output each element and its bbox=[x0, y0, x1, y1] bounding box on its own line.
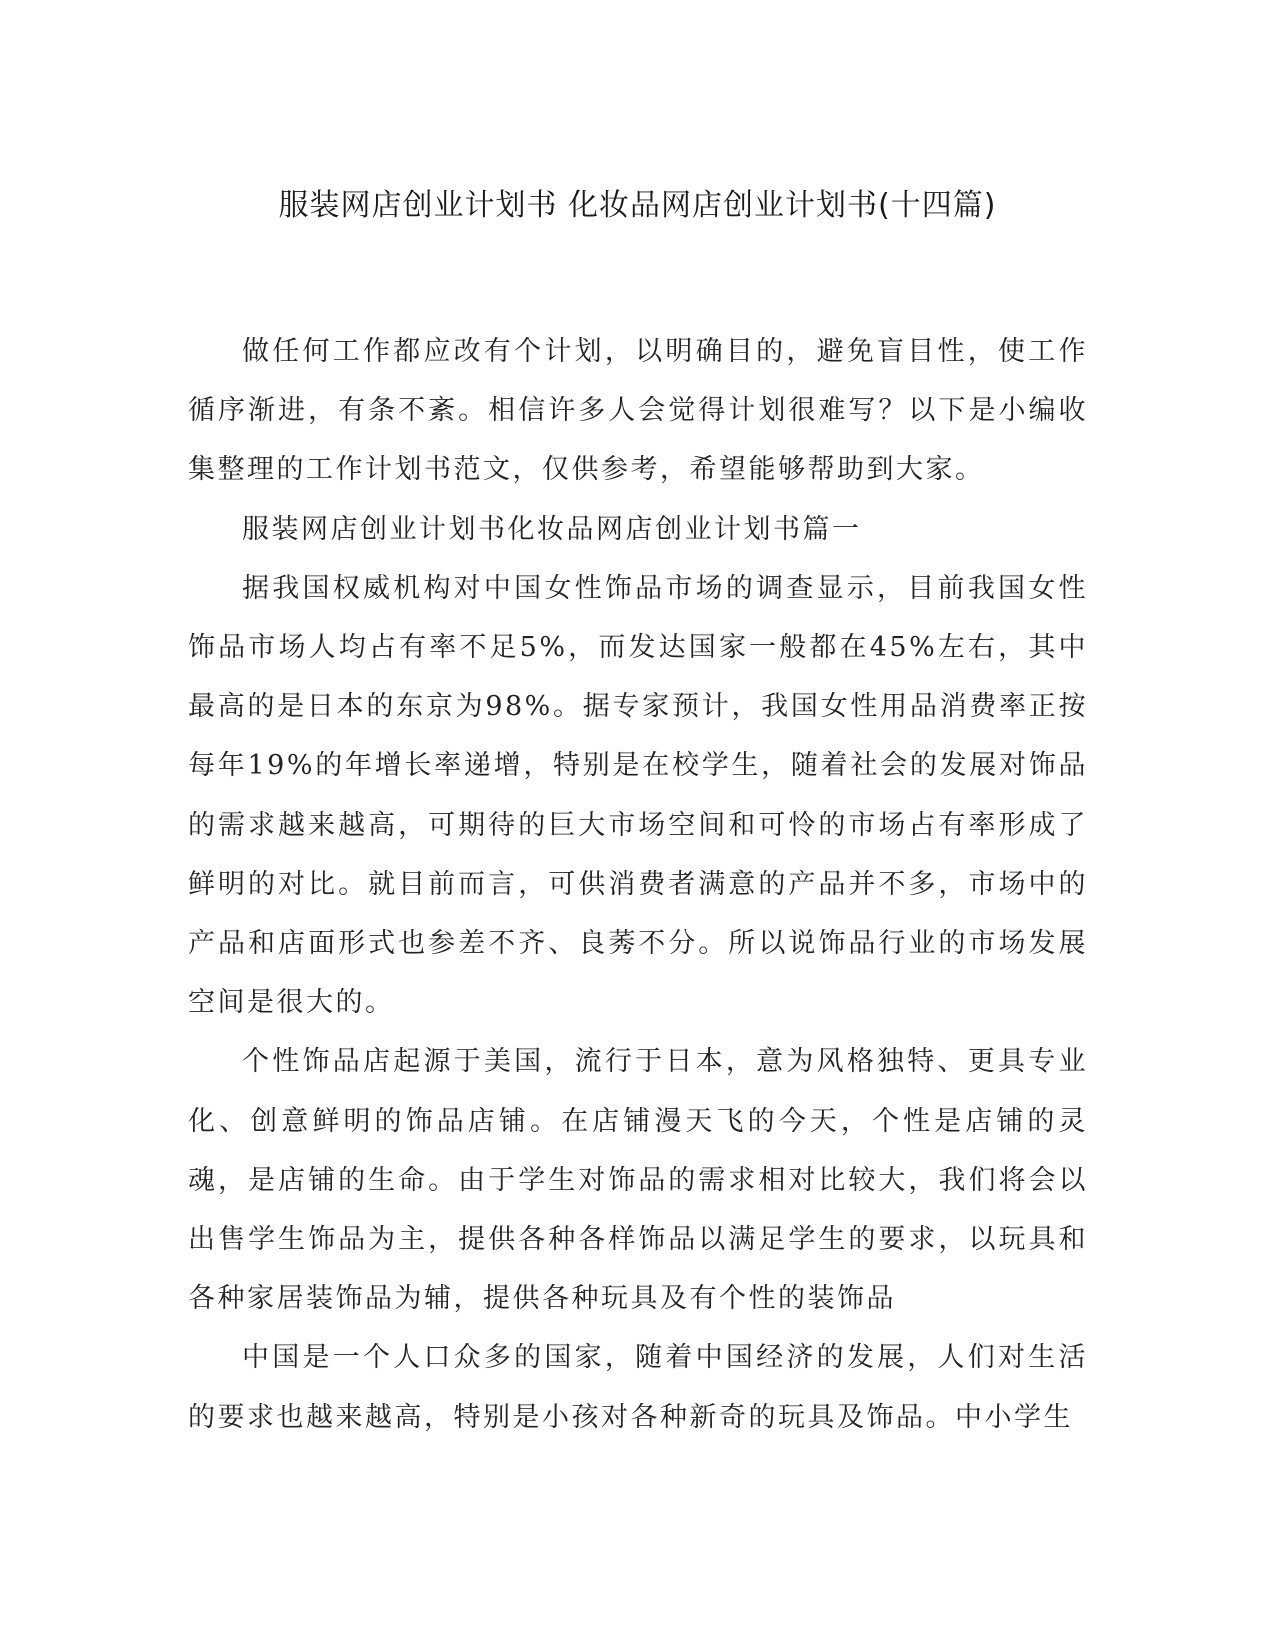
intro-paragraph: 做任何工作都应改有个计划，以明确目的，避免盲目性，使工作循序渐进，有条不紊。相信许多人会觉得计划很难写？以下是小编收集整理的工作计划书范文，仅供参考，希望能够帮助到大家。 bbox=[188, 336, 1088, 486]
body-paragraph: 据我国权威机构对中国女性饰品市场的调查显示，目前我国女性饰品市场人均占有率不足5%，而发达国家一般都在45%左右，其中最高的是日本的东京为98%。据专家预计，我国女性用品消费率正按每年19%的年增长率递增，特别是在校学生，随着社会的发展对饰品的需求越来越高，可期待的巨大市场空间和可怜的市场占有率形成了鲜明的对比。就目前而言，可供消费者满意的产品并不多，市场中的产品和店面形式也参差不齐、良莠不分。所以说饰品行业的市场发展空间是很大的。 bbox=[188, 572, 1088, 1019]
body-paragraph: 中国是一个人口众多的国家，随着中国经济的发展，人们对生活的要求也越来越高，特别是小孩对各种新奇的玩具及饰品。中小学生 bbox=[188, 1342, 1088, 1433]
document-body bbox=[188, 322, 1088, 1447]
body-paragraph: 个性饰品店起源于美国，流行于日本，意为风格独特、更具专业化、创意鲜明的饰品店铺。在店铺漫天飞的今天，个性是店铺的灵魂，是店铺的生命。由于学生对饰品的需求相对比较大，我们将会以出售学生饰品为主，提供各种各样饰品以满足学生的要求，以玩具和各种家居装饰品为辅，提供各种玩具及有个性的装饰品 bbox=[188, 1046, 1088, 1315]
document-title: 服装网店创业计划书 化妆品网店创业计划书(十四篇) bbox=[278, 188, 997, 223]
section-heading: 服装网店创业计划书化妆品网店创业计划书篇一 bbox=[242, 513, 862, 545]
